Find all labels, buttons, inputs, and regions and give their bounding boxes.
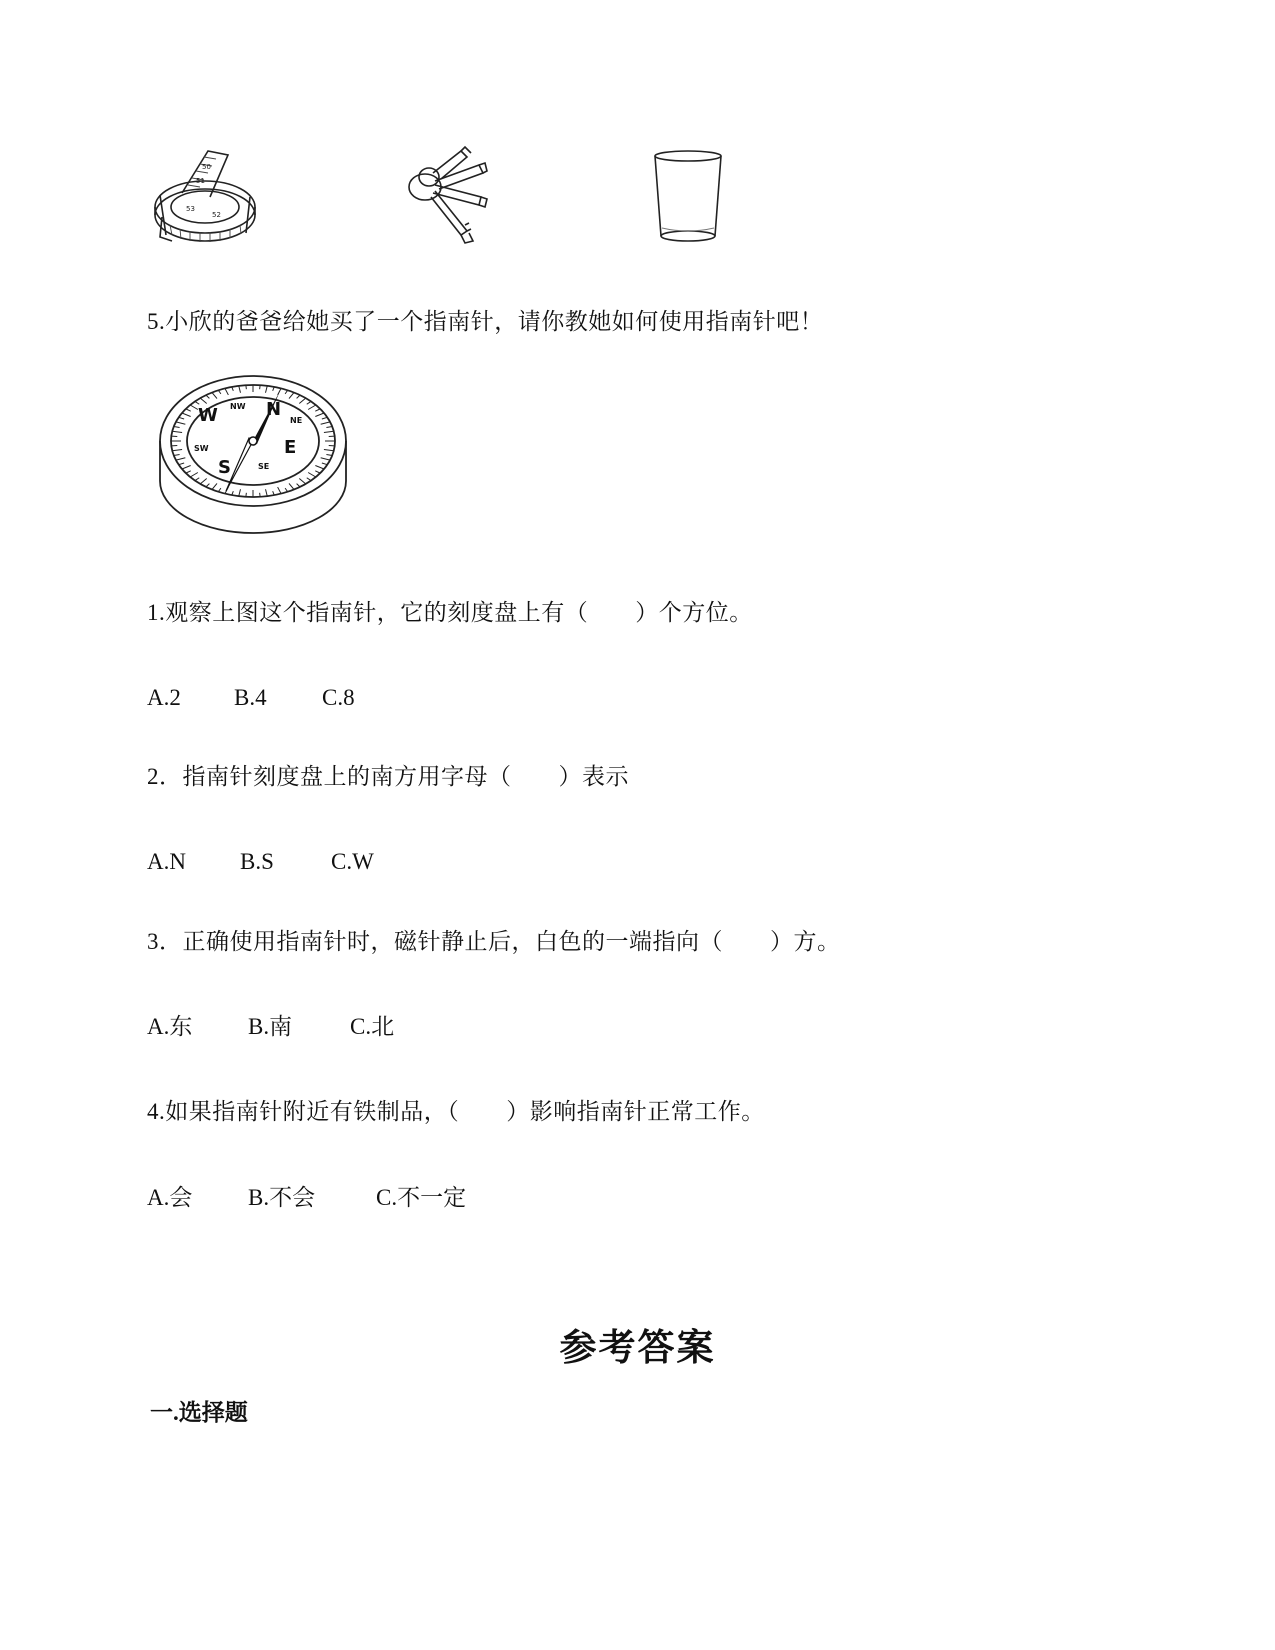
question-5-text: 5.小欣的爸爸给她买了一个指南针，请你教她如何使用指南针吧！ — [147, 309, 824, 334]
keys-illustration — [395, 145, 505, 255]
q1-option-b: B.4 — [234, 685, 267, 710]
compass-label-nw: NW — [230, 402, 246, 411]
q4-option-a: A.会 — [147, 1185, 193, 1210]
svg-text:50: 50 — [202, 163, 211, 171]
compass-label-north: N — [266, 399, 282, 420]
compass-label-se: SE — [258, 462, 270, 471]
glass-cup-illustration — [648, 148, 728, 248]
compass-illustration — [158, 373, 348, 543]
q3-option-b: B.南 — [248, 1014, 293, 1039]
q1-option-a: A.2 — [147, 685, 181, 710]
q4-option-b: B.不会 — [248, 1185, 316, 1210]
svg-text:51: 51 — [196, 177, 205, 185]
question-2-text: 2．指南针刻度盘上的南方用字母（ ）表示 — [147, 764, 629, 789]
svg-text:52: 52 — [212, 211, 221, 219]
tape-measure-illustration — [150, 145, 260, 255]
compass-label-east: E — [284, 437, 297, 458]
question-1-text: 1.观察上图这个指南针，它的刻度盘上有（ ）个方位。 — [147, 600, 753, 625]
compass-label-west: W — [198, 405, 218, 426]
compass-label-sw: SW — [194, 444, 209, 453]
section-title: 一.选择题 — [150, 1400, 248, 1425]
question-3-text: 3．正确使用指南针时，磁针静止后，白色的一端指向（ ）方。 — [147, 929, 841, 954]
q2-option-b: B.S — [240, 849, 274, 874]
q2-option-c: C.W — [331, 849, 374, 874]
q3-option-a: A.东 — [147, 1014, 193, 1039]
q3-option-c: C.北 — [350, 1014, 395, 1039]
q4-option-c: C.不一定 — [376, 1185, 467, 1210]
q2-option-a: A.N — [147, 849, 186, 874]
compass-label-ne: NE — [290, 416, 303, 425]
svg-text:53: 53 — [186, 205, 195, 213]
compass-label-south: S — [218, 457, 231, 478]
answer-title: 参考答案 — [559, 1328, 716, 1369]
q1-option-c: C.8 — [322, 685, 355, 710]
question-4-text: 4.如果指南针附近有铁制品，（ ）影响指南针正常工作。 — [147, 1099, 765, 1124]
